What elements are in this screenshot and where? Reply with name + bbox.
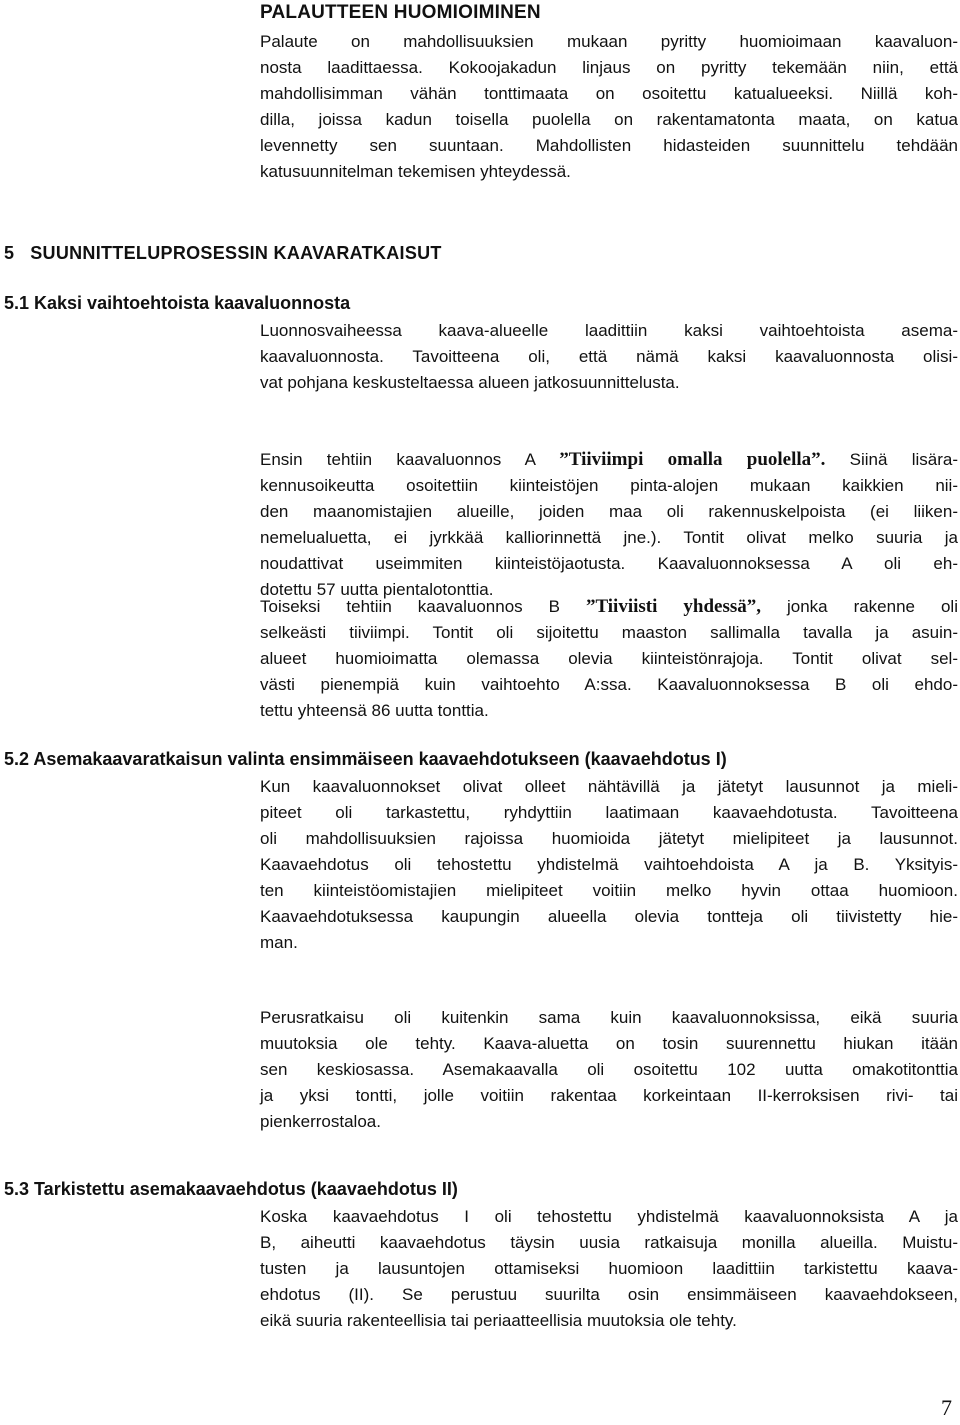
text-line: Koska kaavaehdotus I oli tehostettu yhdistelmä kaavaluonnoksista A ja [260, 1207, 958, 1226]
text-line: eikä suuria rakenteellisia tai periaatteellisia muutoksia ole tehty. [260, 1311, 737, 1330]
text-line: B, aiheutti kaavaehdotus täysin uusia ratkaisuja monilla alueilla. Muistu- [260, 1233, 958, 1252]
section-5-1-paragraph-1 [260, 318, 958, 396]
text-line: Palaute on mahdollisuuksien mukaan pyritty huomioimaan kaavaluon- [260, 32, 958, 51]
text-line: kaavaluonnosta. Tavoitteena oli, että nämä kaksi kaavaluonnosta olisi- [260, 347, 958, 366]
text-line: katusuunnitelman tekemisen yhteydessä. [260, 162, 571, 181]
text-line: ehdotus (II). Se perustuu suurilta osin ensimmäiseen kaavaehdokseen, [260, 1285, 958, 1304]
text-line: tettu yhteensä 86 uutta tonttia. [260, 701, 489, 720]
text-run: jonka rakenne oli [761, 597, 958, 616]
text-line: alueet huomioimatta olemassa olevia kiinteistönrajoja. Tontit olivat sel- [260, 649, 958, 668]
alternative-a-title: ”Tiiviimpi omalla puolella”. [559, 449, 826, 470]
text-line [260, 594, 958, 620]
text-line: oli mahdollisuuksien rajoissa huomioida jätetyt mielipiteet ja lausunnot. [260, 829, 958, 848]
text-line: mahdollisimman vähän tonttimaata on osoitettu katualueeksi. Niillä koh- [260, 84, 958, 103]
text-line: sen keskiosassa. Asemakaavalla oli osoitettu 102 uutta omakotitonttia [260, 1060, 958, 1079]
section-5-2-paragraph-2 [260, 1005, 958, 1135]
text-line: dilla, joissa kadun toisella puolella on rakentamatonta maata, on katua [260, 110, 958, 129]
alternative-b-title: ”Tiiviisti yhdessä”, [585, 596, 761, 617]
feedback-paragraph [260, 29, 958, 185]
text-line: levennetty sen suuntaan. Mahdollisten hidasteiden suunnittelu tehdään [260, 136, 958, 155]
feedback-heading: PALAUTTEEN HUOMIOIMINEN [260, 2, 541, 23]
text-line [260, 447, 958, 473]
section-5-3-heading: 5.3 Tarkistettu asemakaavaehdotus (kaavaehdotus II) [4, 1179, 458, 1199]
text-line: västi pienempiä kuin vaihtoehto A:ssa. Kaavaluonnoksessa B oli ehdo- [260, 675, 958, 694]
text-line: ja yksi tontti, jolle voitiin rakentaa korkeintaan II-kerroksisen rivi- tai [260, 1086, 958, 1105]
text-line: nemelualuetta, ei jyrkkää kalliorinnettä jne.). Tontit olivat melko suuria ja [260, 528, 958, 547]
section-5-1-paragraph-3 [260, 594, 958, 724]
text-line: selkeästi tiiviimpi. Tontit oli sijoitettu maaston sallimalla tavalla ja asuin- [260, 623, 958, 642]
section-5-1-paragraph-2 [260, 447, 958, 603]
text-line: noudattivat useimmiten kiinteistöjaotusta. Kaavaluonnoksessa A oli eh- [260, 554, 958, 573]
text-run: Ensin tehtiin kaavaluonnos A [260, 450, 560, 469]
text-line: Kaavaehdotus oli tehostettu yhdistelmä vaihtoehdoista A ja B. Yksityis- [260, 855, 958, 874]
text-line: kennusoikeutta osoitettiin kiinteistöjen pinta-alojen mukaan kaikkien nii- [260, 476, 958, 495]
page-number: 7 [941, 1395, 952, 1420]
text-run: Siinä lisära- [825, 450, 958, 469]
text-line: tusten ja lausuntojen ottamiseksi huomioon laadittiin tarkistettu kaava- [260, 1259, 958, 1278]
section-5-3-paragraph-1 [260, 1204, 958, 1334]
text-line: nosta laadittaessa. Kokoojakadun linjaus on pyritty tekemään niin, että [260, 58, 958, 77]
section-5-2-heading: 5.2 Asemakaavaratkaisun valinta ensimmäiseen kaavaehdotukseen (kaavaehdotus I) [4, 749, 727, 769]
text-line: piteet oli tarkastettu, ryhdyttiin laatimaan kaavaehdotusta. Tavoitteena [260, 803, 958, 822]
text-line: pienkerrostaloa. [260, 1112, 381, 1131]
section-5-2-paragraph-1 [260, 774, 958, 956]
text-run: Toiseksi tehtiin kaavaluonnos B [260, 597, 586, 616]
section-5-1-heading: 5.1 Kaksi vaihtoehtoista kaavaluonnosta [4, 293, 351, 313]
text-line: den maanomistajien alueille, joiden maa oli rakennuskelpoista (ei liiken- [260, 502, 958, 521]
text-line: ten kiinteistöomistajien mielipiteet voitiin melko hyvin ottaa huomioon. [260, 881, 958, 900]
text-line: Kun kaavaluonnokset olivat olleet nähtävillä ja jätetyt lausunnot ja mieli- [260, 777, 958, 796]
text-line: dotettu 57 uutta pientalotonttia. [260, 580, 494, 599]
text-line: Kaavaehdotuksessa kaupungin alueella olevia tontteja oli tiivistetty hie- [260, 907, 958, 926]
text-line: Luonnosvaiheessa kaava-alueelle laadittiin kaksi vaihtoehtoista asema- [260, 321, 958, 340]
text-line: Perusratkaisu oli kuitenkin sama kuin kaavaluonnoksissa, eikä suuria [260, 1008, 958, 1027]
text-line: muutoksia ole tehty. Kaava-aluetta on tosin suurennettu hiukan itään [260, 1034, 958, 1053]
text-line: vat pohjana keskusteltaessa alueen jatkosuunnittelusta. [260, 373, 680, 392]
section-5-heading: 5 SUUNNITTELUPROSESSIN KAAVARATKAISUT [4, 243, 442, 263]
text-line: man. [260, 933, 298, 952]
